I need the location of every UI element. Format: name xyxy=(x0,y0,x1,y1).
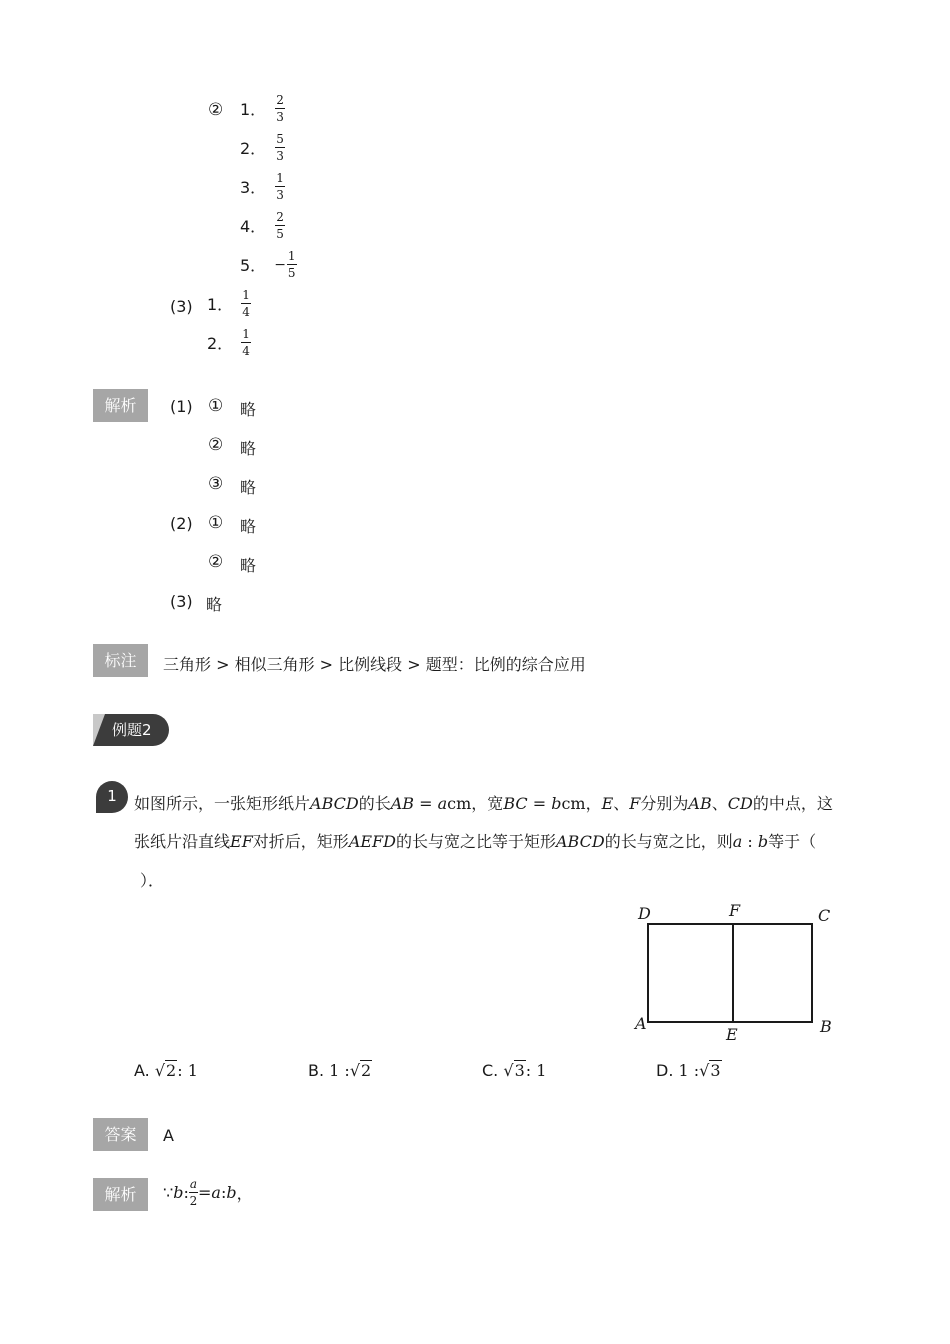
analysis-row-4-circle: ① xyxy=(208,513,224,533)
option-a[interactable]: A. √2 : 1 xyxy=(134,1061,198,1080)
question-line-1: 如图所示，一张矩形纸片ABCD的长AB = acm，宽BC = bcm，E、F分别为AB、CD的中点，这 xyxy=(134,794,833,813)
item-number: 5． xyxy=(240,256,267,275)
option-key: A. xyxy=(134,1061,150,1080)
option-c[interactable]: C. √3 : 1 xyxy=(482,1061,547,1080)
part3-label: (3) xyxy=(170,297,193,316)
minus-sign: − xyxy=(274,256,286,273)
label-c: C xyxy=(818,906,831,925)
fraction: $\frac{a}{2}$ xyxy=(189,1177,198,1208)
fraction: $\frac{2}{3}$ xyxy=(276,93,284,124)
example-label xyxy=(93,714,169,746)
analysis-row-4-text: 略 xyxy=(240,517,257,536)
answer-tag: 答案 xyxy=(93,1118,148,1151)
part2-item-1 xyxy=(240,94,285,123)
analysis-row-3-circle: ③ xyxy=(208,474,224,494)
fraction: $\frac{1}{5}$ xyxy=(287,249,296,280)
analysis-row-6-label: (3) xyxy=(170,592,193,611)
analysis-row-2-text: 略 xyxy=(240,439,257,458)
sqrt: √2 xyxy=(154,1061,177,1080)
answer-value: A xyxy=(163,1126,174,1145)
question-number: 1 xyxy=(96,781,128,813)
example-label-text: 例题2 xyxy=(112,721,152,739)
sqrt: √3 xyxy=(503,1061,525,1080)
fraction: $\frac{1}{4}$ xyxy=(242,288,250,319)
rectangle-abcd xyxy=(648,924,812,1022)
example-notch xyxy=(93,714,105,746)
analysis-row-5-circle: ② xyxy=(208,552,224,572)
option-b[interactable]: B. 1 : √2 xyxy=(308,1061,372,1080)
fraction: $\frac{1}{4}$ xyxy=(242,327,250,358)
question-line-2: 张纸片沿直线EF对折后，矩形AEFD的长与宽之比等于矩形ABCD的长与宽之比，则a : b等于（ xyxy=(134,832,817,851)
part3-item-2 xyxy=(207,328,251,357)
sqrt: √3 xyxy=(699,1061,721,1080)
sqrt: √2 xyxy=(349,1061,372,1080)
part2-item-2 xyxy=(240,133,285,162)
option-key: D. xyxy=(656,1061,674,1080)
rectangle-figure xyxy=(630,898,840,1048)
analysis-tag: 解析 xyxy=(93,389,148,422)
analysis2-formula: ∵ b : $\frac{a}{2}$ = a : b ， xyxy=(163,1177,253,1208)
analysis-row-1-text: 略 xyxy=(240,400,257,419)
option-d[interactable]: D. 1 : √3 xyxy=(656,1061,721,1080)
label-a: A xyxy=(635,1014,647,1033)
item-number: 1． xyxy=(207,295,234,314)
item-number: 4． xyxy=(240,217,267,236)
item-number: 2． xyxy=(240,139,267,158)
analysis-row-6-text: 略 xyxy=(206,595,223,614)
analysis-row-1-circle: ① xyxy=(208,396,224,416)
analysis-row-1-label: (1) xyxy=(170,397,193,416)
part2-item-3 xyxy=(240,172,285,201)
label-f: F xyxy=(729,901,741,920)
item-number: 1． xyxy=(240,100,267,119)
analysis-row-5-text: 略 xyxy=(240,556,257,575)
part2-circle: ② xyxy=(208,100,224,120)
label-d: D xyxy=(638,904,651,923)
fraction: $\frac{2}{5}$ xyxy=(276,210,284,241)
analysis2-tag: 解析 xyxy=(93,1178,148,1211)
label-b: B xyxy=(820,1017,832,1036)
part2-item-5 xyxy=(240,250,297,279)
annotation-tag: 标注 xyxy=(93,644,148,677)
item-number: 3． xyxy=(240,178,267,197)
item-number: 2． xyxy=(207,334,234,353)
fraction: $\frac{5}{3}$ xyxy=(276,132,284,163)
analysis-row-3-text: 略 xyxy=(240,478,257,497)
analysis-row-4-label: (2) xyxy=(170,514,193,533)
part3-item-1 xyxy=(207,289,251,318)
label-e: E xyxy=(726,1025,738,1044)
question-line-3: ）． xyxy=(140,871,165,890)
option-key: B. xyxy=(308,1061,325,1080)
annotation-path: 三角形 > 相似三角形 > 比例线段 > 题型：比例的综合应用 xyxy=(163,655,586,674)
analysis-row-2-circle: ② xyxy=(208,435,224,455)
option-key: C. xyxy=(482,1061,499,1080)
part2-item-4 xyxy=(240,211,285,240)
fraction: $\frac{1}{3}$ xyxy=(276,171,284,202)
